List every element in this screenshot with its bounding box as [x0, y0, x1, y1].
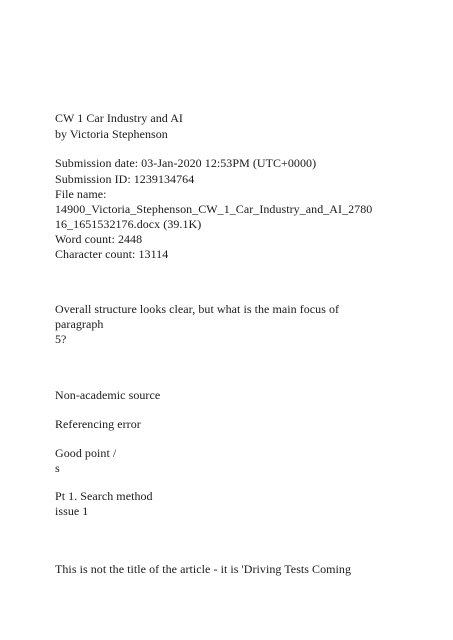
- structure-comment-line-1: Overall structure looks clear, but what is the main focus of: [55, 302, 340, 316]
- referencing-error-comment: Referencing error: [55, 417, 141, 431]
- submission-id: Submission ID: 1239134764: [55, 172, 195, 186]
- word-count: Word count: 2448: [55, 232, 143, 246]
- file-name-line-2: 16_1651532176.docx (39.1K): [55, 217, 202, 231]
- search-method-comment-line-2: issue 1: [55, 504, 89, 518]
- title-note-comment: This is not the title of the article - it is 'Driving Tests Coming: [55, 562, 352, 576]
- submission-date: Submission date: 03-Jan-2020 12:53PM (UTC+0000): [55, 156, 317, 170]
- file-name-label: File name:: [55, 187, 107, 201]
- structure-comment-line-2: paragraph: [55, 317, 104, 331]
- file-name-line-1: 14900_Victoria_Stephenson_CW_1_Car_Industry_and_AI_2780: [55, 202, 373, 216]
- character-count: Character count: 13114: [55, 247, 169, 261]
- good-point-comment-line-1: Good point /: [55, 446, 117, 460]
- search-method-comment-line-1: Pt 1. Search method: [55, 489, 153, 503]
- structure-comment-line-3: 5?: [55, 332, 67, 346]
- good-point-comment-line-2: s: [55, 461, 60, 475]
- document-author: by Victoria Stephenson: [55, 127, 168, 141]
- non-academic-comment: Non-academic source: [55, 388, 161, 402]
- document-title: CW 1 Car Industry and AI: [55, 111, 183, 125]
